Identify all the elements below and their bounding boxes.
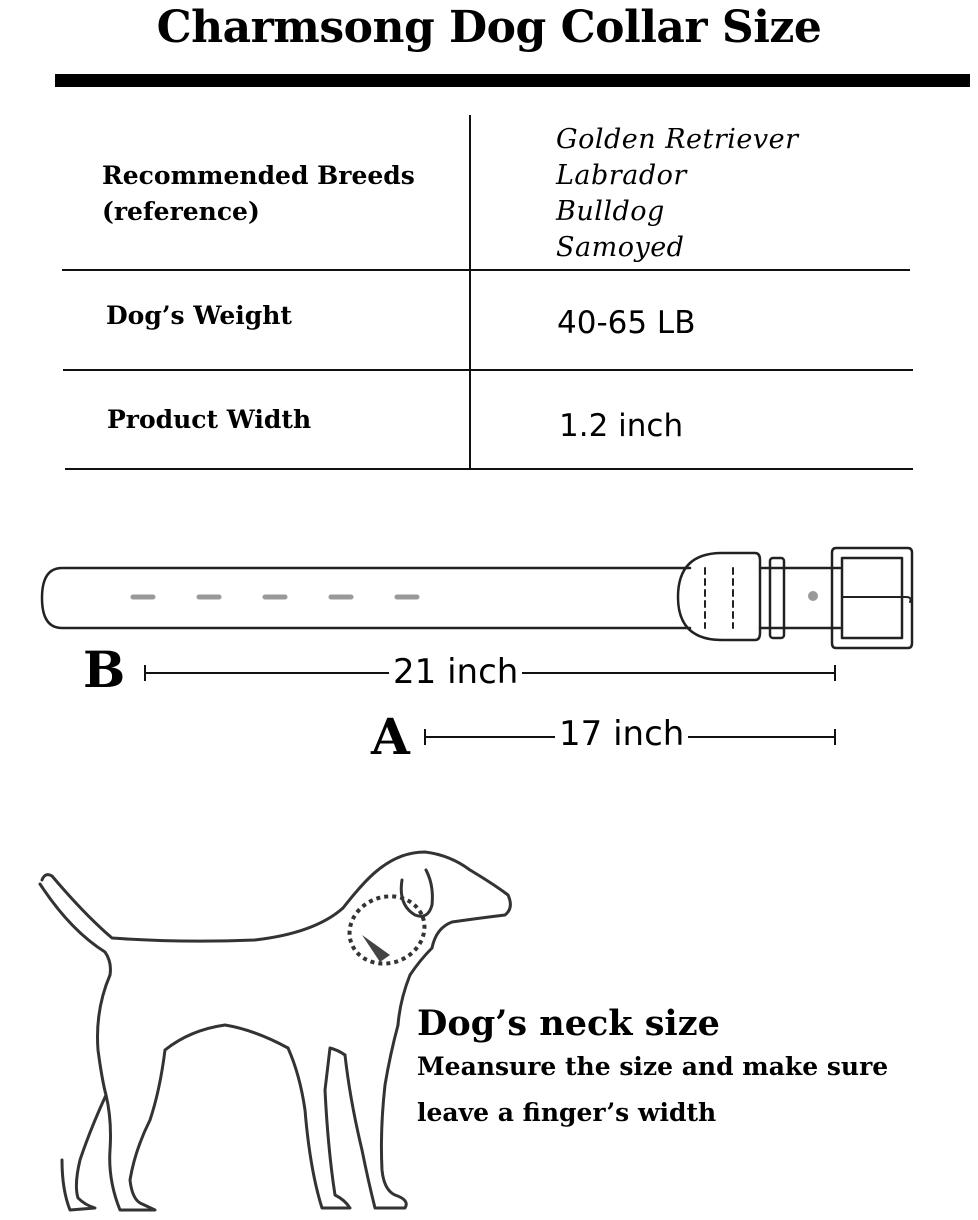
dog-hind-leg: [106, 1050, 165, 1210]
neck-instructions: [417, 1044, 888, 1136]
neck-heading: Dog’s neck size: [417, 1003, 720, 1044]
dog-front-leg-back: [288, 1048, 350, 1208]
width-value: 1.2 inch: [559, 408, 684, 444]
breed-item: Golden Retriever: [556, 124, 799, 155]
page-title: Charmsong Dog Collar Size: [156, 2, 822, 53]
dog-tail-underside: [40, 884, 110, 975]
label-b: B: [83, 640, 126, 699]
breeds-label-line1: Recommended Breeds: [102, 161, 415, 190]
dog-ear: [401, 870, 432, 916]
label-a: A: [371, 707, 410, 766]
breeds-label-line2: (reference): [102, 197, 260, 226]
weight-label: Dog’s Weight: [106, 301, 292, 330]
length-b: 21 inch: [389, 652, 522, 692]
neck-line1: Meansure the size and make sure: [417, 1052, 889, 1081]
weight-value: 40-65 LB: [557, 305, 696, 341]
breed-item: Labrador: [556, 160, 687, 191]
width-label: Product Width: [107, 405, 312, 434]
dog-back: [42, 875, 343, 941]
neck-line2: leave a finger’s width: [417, 1098, 717, 1127]
breed-item: Samoyed: [556, 232, 685, 263]
breed-item: Bulldog: [556, 196, 665, 227]
length-a: 17 inch: [555, 714, 688, 754]
dog-hind-leg-back: [62, 975, 110, 1210]
dog-head: [343, 852, 510, 948]
dog-belly: [165, 1025, 288, 1050]
dog-front-leg: [345, 1025, 406, 1208]
